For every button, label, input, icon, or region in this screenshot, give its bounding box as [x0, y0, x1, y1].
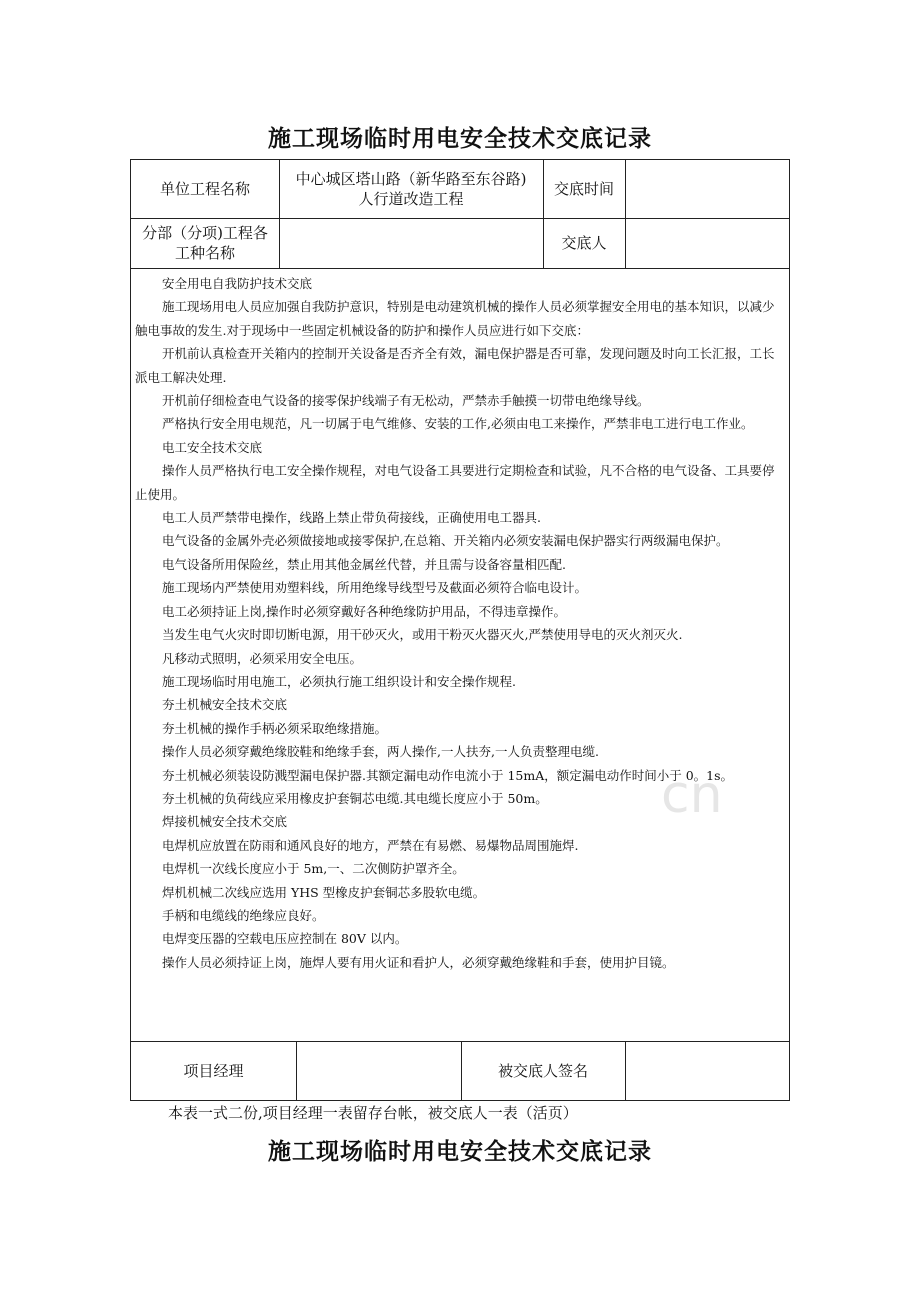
handover-person-label: 交底人: [561, 234, 607, 252]
document-title: 施工现场临时用电安全技术交底记录: [268, 126, 652, 152]
content-paragraph: 严格执行安全用电规范，凡一切属于电气维修、安装的工作,必须由电工来操作，严禁非电工进行电工作业。: [162, 416, 754, 432]
content-paragraph: 电工必须持证上岗,操作时必须穿戴好各种绝缘防护用品，不得违章操作。: [162, 603, 566, 619]
document-title-next-page: 施工现场临时用电安全技术交底记录: [268, 1139, 652, 1165]
content-paragraph: 安全用电自我防护技术交底: [162, 276, 313, 291]
watermark: cn: [661, 765, 723, 825]
unit-project-value-line1: 中心城区塔山路（新华路至东谷路): [295, 170, 527, 188]
subdivision-label-line1: 分部（分项)工程各: [142, 224, 268, 242]
content-paragraph: 电气设备所用保险丝，禁止用其他金属丝代替，并且需与设备容量相匹配.: [162, 556, 566, 572]
unit-project-label: 单位工程名称: [159, 180, 250, 198]
content-paragraph: 操作人员严格执行电工安全操作规程，对电气设备工具要进行定期检查和试验，凡不合格的电气设备、工具要停止使用。: [135, 463, 775, 502]
handover-person-value[interactable]: [625, 218, 789, 268]
content-paragraph: 电焊变压器的空载电压应控制在 80V 以内。: [162, 931, 408, 947]
content-paragraph: 夯土机械必须装设防溅型漏电保护器.其额定漏电动作电流小于 15mA，额定漏电动作时间小于 0。1s。: [162, 767, 734, 783]
content-paragraph: 夯土机械的负荷线应采用橡皮护套铜芯电缆.其电缆长度应小于 50m。: [162, 790, 548, 806]
content-paragraph: 施工现场临时用电施工，必须执行施工组织设计和安全操作规程.: [162, 673, 516, 689]
subdivision-label-line2: 工种名称: [174, 244, 235, 262]
content-paragraph: 电焊机一次线长度应小于 5m,一、二次侧防护罩齐全。: [162, 861, 465, 877]
recipient-sign-label: 被交底人签名: [497, 1062, 588, 1080]
content-paragraph: 电工安全技术交底: [162, 439, 263, 455]
content-paragraph: 电气设备的金属外壳必须做接地或接零保护,在总箱、开关箱内必须安装漏电保护器实行两级漏电保护。: [162, 533, 729, 549]
content-paragraph: 开机前认真检查开关箱内的控制开关设备是否齐全有效，漏电保护器是否可靠，发现问题及时向工长汇报，工长派电工解决处理.: [135, 346, 775, 385]
handover-content: [135, 272, 786, 974]
content-paragraph: 夯土机械安全技术交底: [162, 697, 288, 713]
content-paragraph: 操作人员必须持证上岗，施焊人要有用火证和看护人，必须穿戴绝缘鞋和手套，使用护目镜。: [162, 954, 675, 970]
subdivision-value[interactable]: [279, 218, 543, 268]
content-paragraph: 手柄和电缆线的绝缘应良好。: [162, 907, 325, 923]
project-manager-label: 项目经理: [183, 1062, 244, 1080]
content-paragraph: 施工现场用电人员应加强自我防护意识，特别是电动建筑机械的操作人员必须掌握安全用电的基本知识，以减少触电事故的发生.对于现场中一些固定机械设备的防护和操作人员应进行如下交底：: [135, 299, 775, 338]
content-paragraph: 开机前仔细检查电气设备的接零保护线端子有无松动，严禁赤手触摸一切带电绝缘导线。: [162, 393, 650, 409]
project-manager-signature[interactable]: [296, 1041, 461, 1101]
content-paragraph: 焊机机械二次线应选用 YHS 型橡皮护套铜芯多股软电缆。: [162, 884, 486, 900]
content-paragraph: 操作人员必须穿戴绝缘胶鞋和绝缘手套，两人操作,一人扶夯,一人负责整理电缆.: [162, 744, 599, 760]
row-divider: [131, 268, 789, 269]
content-paragraph: 施工现场内严禁使用劝塑料线，所用绝缘导线型号及截面必须符合临电设计。: [162, 580, 588, 596]
unit-project-value-line2: 人行道改造工程: [358, 190, 464, 208]
content-paragraph: 电焊机应放置在防雨和通风良好的地方，严禁在有易燃、易爆物品周围施焊.: [162, 837, 579, 853]
footer-note: 本表一式二份,项目经理一表留存台帐，被交底人一表（活页）: [168, 1104, 578, 1122]
handover-time-value[interactable]: [625, 160, 789, 218]
content-paragraph: 电工人员严禁带电操作，线路上禁止带负荷接线，正确使用电工器具.: [162, 510, 541, 526]
unit-project-value: [279, 160, 543, 218]
content-paragraph: 当发生电气火灾时即切断电源，用干砂灭火，或用干粉灭火器灭火,严禁使用导电的灭火剂灭火.: [162, 627, 683, 643]
content-paragraph: 凡移动式照明，必须采用安全电压。: [162, 650, 363, 666]
handover-time-label: 交底时间: [553, 180, 614, 198]
content-paragraph: 焊接机械安全技术交底: [162, 814, 288, 830]
record-table: [130, 159, 790, 1101]
content-paragraph: 夯土机械的操作手柄必须采取绝缘措施。: [162, 720, 388, 736]
subdivision-label: [131, 218, 279, 268]
recipient-signature[interactable]: [625, 1041, 789, 1101]
